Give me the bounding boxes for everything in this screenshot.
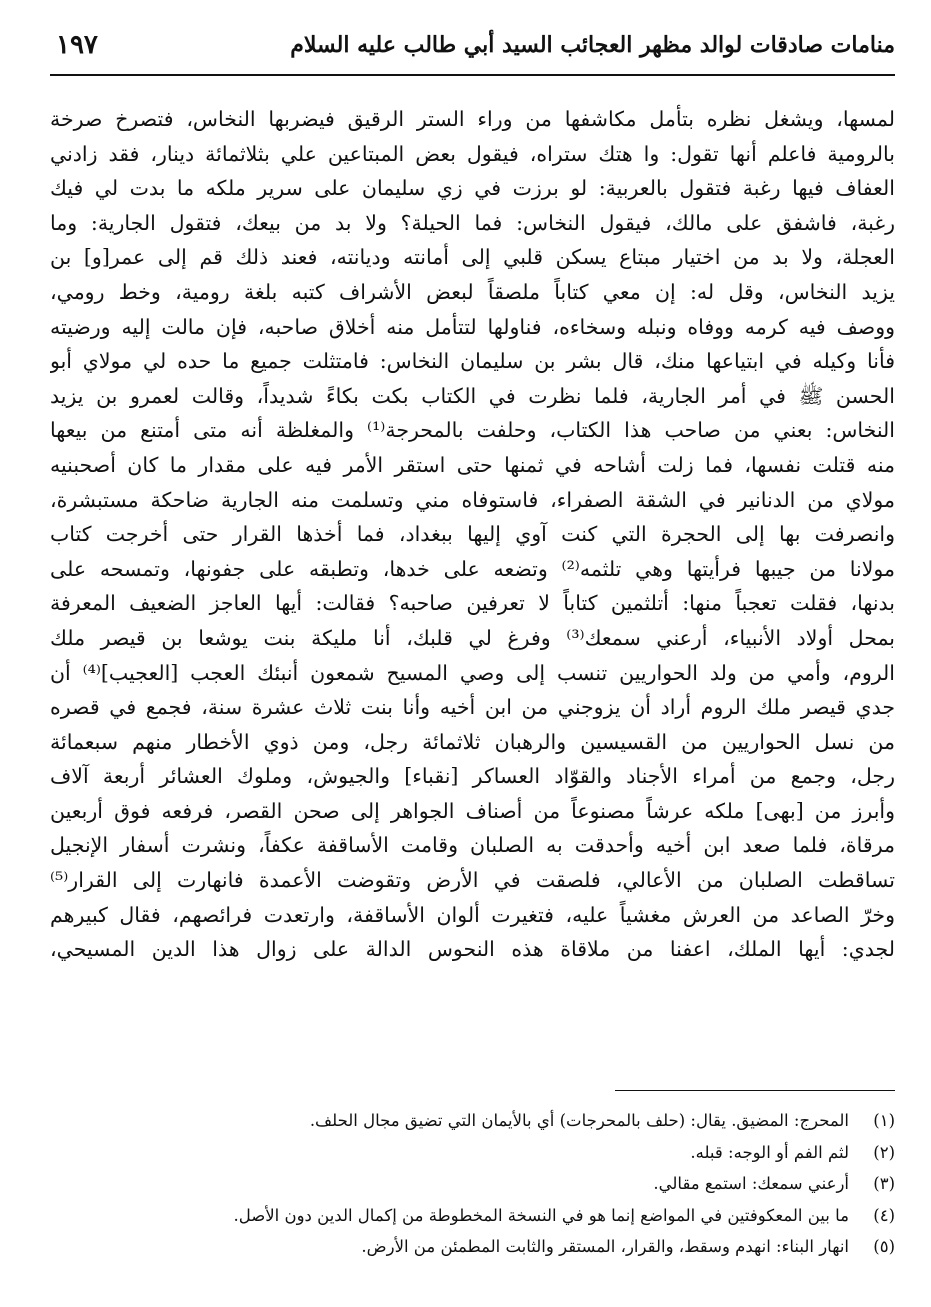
text-line: مولانا من جيبها فرأيتها وهي تلثمه⁽²⁾ وتضعه على خدها، وتطبقه على جفونها، وتمسحه على <box>50 556 895 581</box>
footnote-number: (٢) <box>873 1142 895 1162</box>
footnote-number: (١) <box>873 1111 895 1130</box>
page-number: ١٩٧ <box>56 30 98 60</box>
text-line: العفاف فيها رغبة فتقول بالعربية: لو برزت في زي سليمان على سرير ملكه ما بدت لي فيك <box>50 176 895 201</box>
footnote <box>50 1105 895 1137</box>
footnote-text: المحرج: المضيق. يقال: (حلف بالمحرجات) أي بالأيمان التي تضيق مجال الحلف. <box>309 1111 849 1130</box>
text-line: وأبرز من [بهى] ملكه عرشاً مصنوعاً من أصناف الجواهر إلى صحن القصر، فرفعه فوق أربعين <box>50 798 895 823</box>
text-line: العجلة، ولا بد من اختيار مبتاع يسكن قلبي إلى أمانته وديانته، فعند ذلك قم إلى عمر[و] بن <box>50 245 895 270</box>
text-line: رغبة، فاشفق على مالك، فيقول النخاس: فما الحيلة؟ ولا بد من بيعك، فتقول الجارية: وما <box>50 210 895 235</box>
text-line: مولاي من الدنانير في الشقة الصفراء، فاستوفاه مني وتسلمت منه الجارية ضاحكة مستبشرة، <box>50 487 895 512</box>
text-line: منه قتلت نفسها، فما زلت أشاحه في ثمنها حتى استقر الأمر فيه على مقدار ما كان أصحبنيه <box>50 452 895 477</box>
text-line: يزيد النخاس، وقل له: إن معي كتاباً ملصقاً لبعض الأشراف كتبه بلغة رومية، وخط رومي، <box>50 279 895 304</box>
text-line: ووصف فيه كرمه ووفاه ونبله وسخاءه، فناولها لتتأمل منه أخلاق صاحبه، فإن مالت إليه ورضيته <box>50 314 895 339</box>
footnote <box>50 1200 895 1232</box>
text-line: وانصرفت بها إلى الحجرة التي كنت آوي إليها ببغداد، فما أخذها القرار حتى أخرجت كتاب <box>50 522 895 547</box>
footnote <box>50 1137 895 1169</box>
text-line: فأنا وكيله في ابتياعها منك، قال بشر بن سليمان النخاس: فامتثلت جميع ما حده لي مولاي أبو <box>50 349 895 374</box>
text-line: الروم، وأمي من ولد الحواريين تنسب إلى وصي المسيح شمعون أنبئك العجب [العجيب]⁽⁴⁾ أن <box>50 660 895 685</box>
text-line: وخرّ الصاعد من العرش مغشياً عليه، فتغيرت ألوان الأساقفة، وارتعدت فرائصهم، فقال كبيرهم <box>50 902 895 927</box>
text-line: بالرومية فاعلم أنها تقول: وا هتك ستراه، فيقول بعض المبتاعين علي بثلاثمائة دينار، فقد زادني <box>50 141 895 166</box>
text-line: بمحل أولاد الأنبياء، أرعني سمعك⁽³⁾ وفرغ لي قلبك، أنا مليكة بنت يوشعا بن قيصر ملك <box>50 625 895 650</box>
text-line: لجدي: أيها الملك، اعفنا من ملاقاة هذه النحوس الدالة على زوال هذا الدين المسيحي، <box>50 937 895 962</box>
text-line: لمسها، ويشغل نظره بتأمل مكاشفها من وراء الستر الرقيق فيضربها النخاس، فتصرخ صرخة <box>50 107 895 131</box>
footnote-divider <box>615 1090 895 1091</box>
text-line: مرقاة، فلما صعد ابن أخيه وأحدقت به الصلبان وقامت الأساقفة عكفاً، ونشرت أسفار الإنجيل <box>50 833 895 858</box>
body-text <box>50 102 895 967</box>
footnote-number: (٣) <box>873 1174 895 1193</box>
book-page <box>50 20 895 1290</box>
text-line: النخاس: بعني من صاحب هذا الكتاب، وحلفت بالمحرجة⁽¹⁾ والمغلظة أنه متى أمتنع من بيعها <box>50 418 895 443</box>
text-line: رجل، وجمع من أمراء الأجناد والقوّاد العساكر [نقباء] والجيوش، وملوك العشائر أربعة آلاف <box>50 764 895 789</box>
footnotes <box>50 1105 895 1263</box>
footnote-text: انهار البناء: انهدم وسقط، والقرار، المستقر والثابت المطمئن من الأرض. <box>361 1237 849 1256</box>
footnote-number: (٤) <box>873 1205 895 1225</box>
footnote <box>50 1231 895 1263</box>
text-line: الحسن ﷺ في أمر الجارية، فلما نظرت في الكتاب بكت بكاءً شديداً، وقالت لعمرو بن يزيد <box>50 383 895 408</box>
text-line: تساقطت الصلبان من الأعالي، فلصقت في الأرض وتقوضت الأعمدة فانهارت إلى القرار⁽⁵⁾ <box>50 868 895 893</box>
footnote-text: أرعني سمعك: استمع مقالي. <box>653 1174 849 1193</box>
footnote <box>50 1168 895 1200</box>
page-header <box>50 28 895 76</box>
text-line: بدنها، فقلت تعجباً منها: أتلثمين كتاباً لا تعرفين صاحبه؟ فقالت: أيها العاجز الضعيف المعرفة <box>50 591 895 616</box>
footnote-number: (٥) <box>873 1237 895 1256</box>
text-line: جدي قيصر ملك الروم أراد أن يزوجني من ابن أخيه وأنا بنت ثلاث عشرة سنة، فجمع في قصره <box>50 695 895 720</box>
footnote-text: ما بين المعكوفتين في المواضع إنما هو في النسخة المخطوطة من إكمال الدين دون الأصل. <box>233 1205 849 1225</box>
running-title: منامات صادقات لوالد مظهر العجائب السيد أبي طالب عليه السلام <box>290 32 895 58</box>
text-line: من نسل الحواريين من القسيسين والرهبان ثلاثمائة رجل، ومن ذوي الأخطار منهم سبعمائة <box>50 729 895 754</box>
footnote-text: لثم الفم أو الوجه: قبله. <box>690 1142 849 1162</box>
